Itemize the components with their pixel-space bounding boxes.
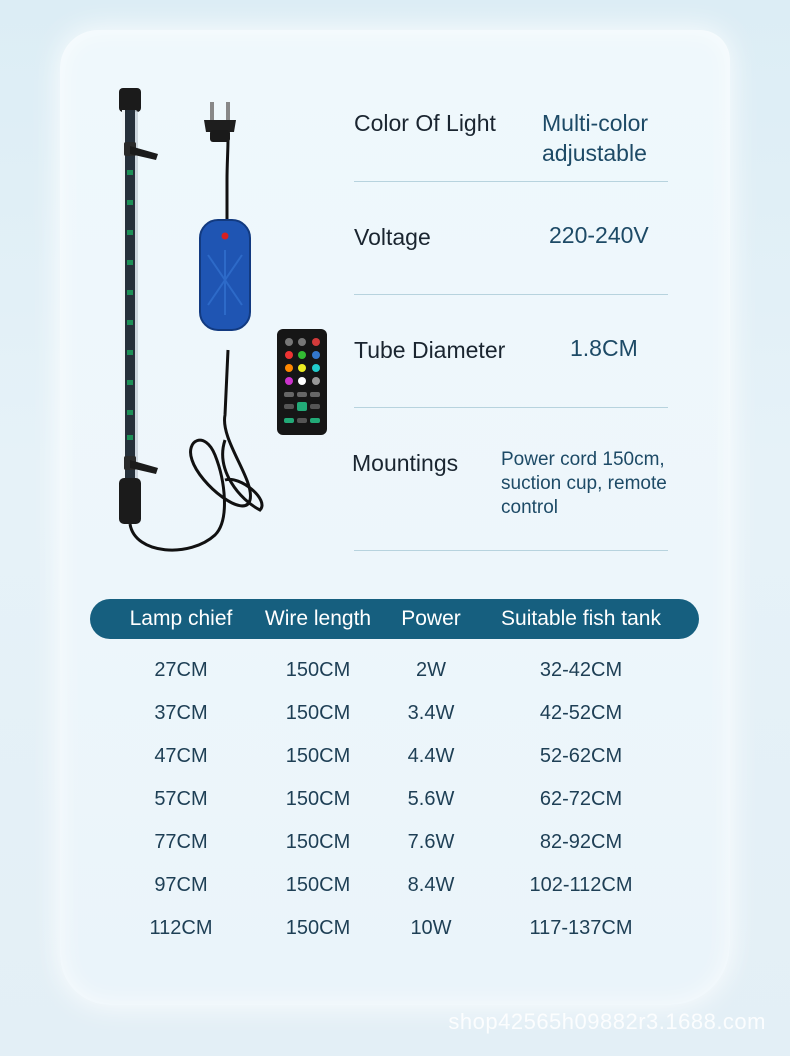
cell-power: 7.6W	[407, 831, 455, 853]
cell-power: 10W	[410, 917, 452, 939]
cell-fish-tank: 82-92CM	[539, 831, 623, 853]
header-wire-length: Wire length	[264, 607, 372, 630]
spec-tube-diameter	[354, 333, 668, 373]
led-tube-icon	[119, 88, 158, 524]
spec-value-line2: suction cup, remote	[501, 473, 667, 494]
cell-lamp-chief: 37CM	[154, 702, 208, 724]
cell-fish-tank: 102-112CM	[529, 874, 633, 896]
product-image	[100, 80, 340, 560]
spec-label: Voltage	[354, 224, 431, 250]
cell-wire-length: 150CM	[285, 745, 351, 767]
table-row	[90, 870, 699, 900]
table-row	[90, 913, 699, 943]
cell-wire-length: 150CM	[285, 874, 351, 896]
cell-fish-tank: 52-62CM	[539, 745, 623, 767]
cell-power: 8.4W	[407, 874, 455, 896]
header-fish-tank: Suitable fish tank	[501, 607, 661, 630]
cell-power: 3.4W	[407, 702, 455, 724]
cell-fish-tank: 117-137CM	[529, 917, 633, 939]
table-row	[90, 698, 699, 728]
spec-value: 1.8CM	[570, 335, 638, 361]
table-row	[90, 784, 699, 814]
spec-mountings	[352, 446, 682, 526]
power-plug-icon	[204, 102, 236, 142]
cell-wire-length: 150CM	[285, 831, 351, 853]
table-row	[90, 741, 699, 771]
spec-value: 220-240V	[549, 222, 649, 248]
cell-power: 5.6W	[407, 788, 455, 810]
cell-fish-tank: 62-72CM	[539, 788, 623, 810]
cell-power: 4.4W	[407, 745, 455, 767]
cell-wire-length: 150CM	[285, 659, 351, 681]
header-lamp-chief: Lamp chief	[129, 607, 233, 630]
divider	[354, 294, 668, 295]
spec-voltage	[354, 220, 668, 260]
spec-value-line1: Power cord 150cm,	[501, 449, 665, 470]
power-cable	[130, 350, 250, 550]
divider	[354, 550, 668, 551]
table-row	[90, 655, 699, 685]
shop-watermark: shop42565h09882r3.1688.com	[448, 1009, 766, 1034]
cell-lamp-chief: 112CM	[149, 917, 213, 939]
table-row	[90, 827, 699, 857]
controller-box-icon	[200, 220, 250, 330]
divider	[354, 181, 668, 182]
spec-value-line2: adjustable	[542, 140, 647, 166]
cell-fish-tank: 32-42CM	[539, 659, 623, 681]
spec-value-line3: control	[501, 497, 559, 518]
cell-lamp-chief: 57CM	[154, 788, 208, 810]
cell-lamp-chief: 97CM	[154, 874, 208, 896]
cell-wire-length: 150CM	[285, 702, 351, 724]
spec-label: Color Of Light	[354, 110, 496, 136]
cell-power: 2W	[416, 659, 446, 681]
cell-wire-length: 150CM	[285, 917, 351, 939]
cell-wire-length: 150CM	[285, 788, 351, 810]
cell-fish-tank: 42-52CM	[539, 702, 623, 724]
cell-lamp-chief: 27CM	[154, 659, 208, 681]
spec-label: Mountings	[352, 450, 459, 476]
divider	[354, 407, 668, 408]
header-power: Power	[401, 607, 461, 630]
cell-lamp-chief: 47CM	[154, 745, 208, 767]
spec-color-of-light	[354, 108, 668, 178]
spec-value-line1: Multi-color	[542, 110, 649, 136]
table-header	[90, 599, 699, 639]
remote-control-icon	[277, 329, 327, 435]
cell-lamp-chief: 77CM	[154, 831, 208, 853]
spec-label: Tube Diameter	[354, 337, 506, 363]
